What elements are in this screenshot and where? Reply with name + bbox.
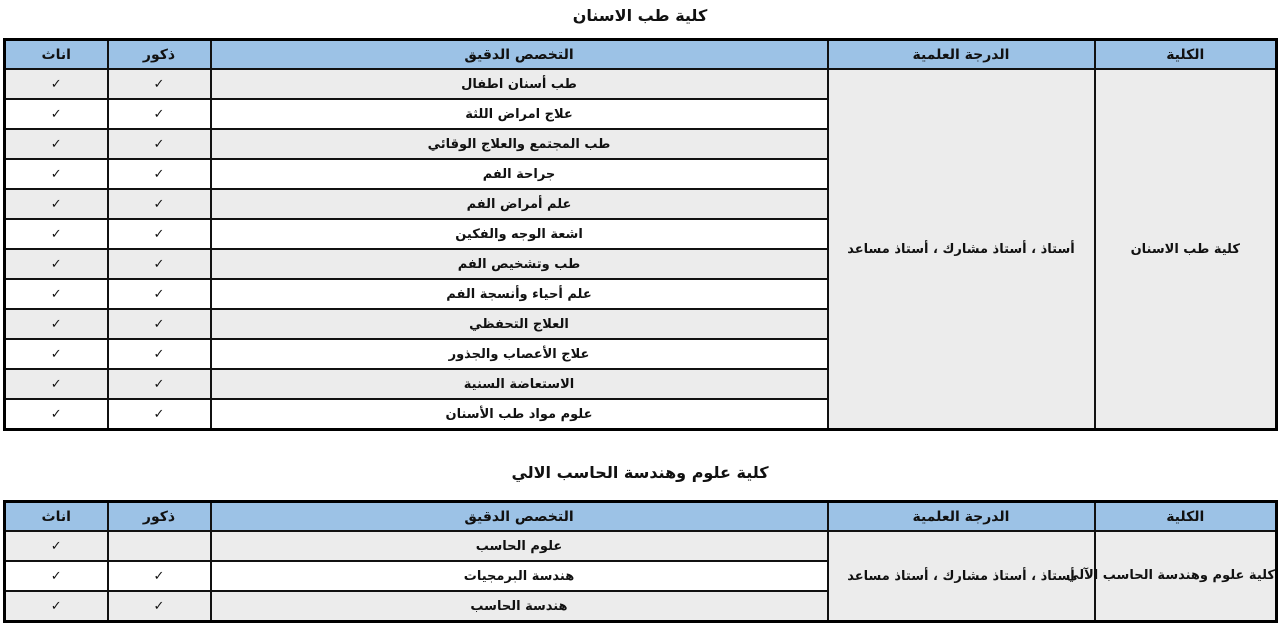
female-check-icon: ✓ [5,159,108,189]
specialization-cell: علاج الأعصاب والجذور [211,339,828,369]
male-check-icon: ✓ [108,309,211,339]
table-title-dentistry: كلية طب الاسنان [572,6,708,25]
header-specialization: التخصص الدقيق [211,502,828,532]
specialization-cell: الاستعاضة السنية [211,369,828,399]
specialization-cell: علوم الحاسب [211,531,828,561]
female-check-icon: ✓ [5,129,108,159]
specialization-cell: علاج امراض اللثة [211,99,828,129]
specialization-cell: علوم مواد طب الأسنان [211,399,828,430]
male-check-icon: ✓ [108,189,211,219]
degree-cell: أستاذ ، أستاذ مشارك ، أستاذ مساعد [828,69,1095,430]
female-check-icon: ✓ [5,249,108,279]
header-row [5,502,1277,532]
specialization-cell: اشعة الوجه والفكين [211,219,828,249]
header-specialization: التخصص الدقيق [211,40,828,70]
header-female: اناث [5,502,108,532]
dentistry-table [3,38,1278,431]
male-check-icon: ✓ [108,339,211,369]
male-check-icon: ✓ [108,561,211,591]
header-degree: الدرجة العلمية [828,40,1095,70]
specialization-cell: علم أمراض الفم [211,189,828,219]
computer-table [3,500,1278,623]
degree-cell: أستاذ ، أستاذ مشارك ، أستاذ مساعد [828,531,1095,622]
male-check-icon: ✓ [108,399,211,430]
college-cell: كلية علوم وهندسة الحاسب الآلي [1095,531,1277,622]
male-check-icon: ✓ [108,69,211,99]
male-check-icon: ✓ [108,369,211,399]
header-female: اناث [5,40,108,70]
specialization-cell: علم أحياء وأنسجة الفم [211,279,828,309]
male-check-icon [108,531,211,561]
female-check-icon: ✓ [5,279,108,309]
male-check-icon: ✓ [108,129,211,159]
header-college: الكلية [1095,502,1277,532]
male-check-icon: ✓ [108,279,211,309]
female-check-icon: ✓ [5,399,108,430]
specialization-cell: العلاج التحفظي [211,309,828,339]
female-check-icon: ✓ [5,189,108,219]
college-cell: كلية طب الاسنان [1095,69,1277,430]
female-check-icon: ✓ [5,69,108,99]
header-degree: الدرجة العلمية [828,502,1095,532]
male-check-icon: ✓ [108,99,211,129]
female-check-icon: ✓ [5,219,108,249]
female-check-icon: ✓ [5,531,108,561]
male-check-icon: ✓ [108,591,211,622]
male-check-icon: ✓ [108,159,211,189]
specialization-cell: طب أسنان اطفال [211,69,828,99]
female-check-icon: ✓ [5,369,108,399]
specialization-cell: طب المجتمع والعلاج الوقائي [211,129,828,159]
female-check-icon: ✓ [5,99,108,129]
table-row [5,69,1277,99]
header-male: ذكور [108,502,211,532]
specialization-cell: طب وتشخيص الفم [211,249,828,279]
female-check-icon: ✓ [5,591,108,622]
female-check-icon: ✓ [5,561,108,591]
header-male: ذكور [108,40,211,70]
specialization-cell: جراحة الفم [211,159,828,189]
male-check-icon: ✓ [108,249,211,279]
specialization-cell: هندسة الحاسب [211,591,828,622]
header-college: الكلية [1095,40,1277,70]
header-row [5,40,1277,70]
female-check-icon: ✓ [5,339,108,369]
male-check-icon: ✓ [108,219,211,249]
table-title-computer: كلية علوم وهندسة الحاسب الالي [511,463,769,482]
female-check-icon: ✓ [5,309,108,339]
specialization-cell: هندسة البرمجيات [211,561,828,591]
table-row [5,531,1277,561]
